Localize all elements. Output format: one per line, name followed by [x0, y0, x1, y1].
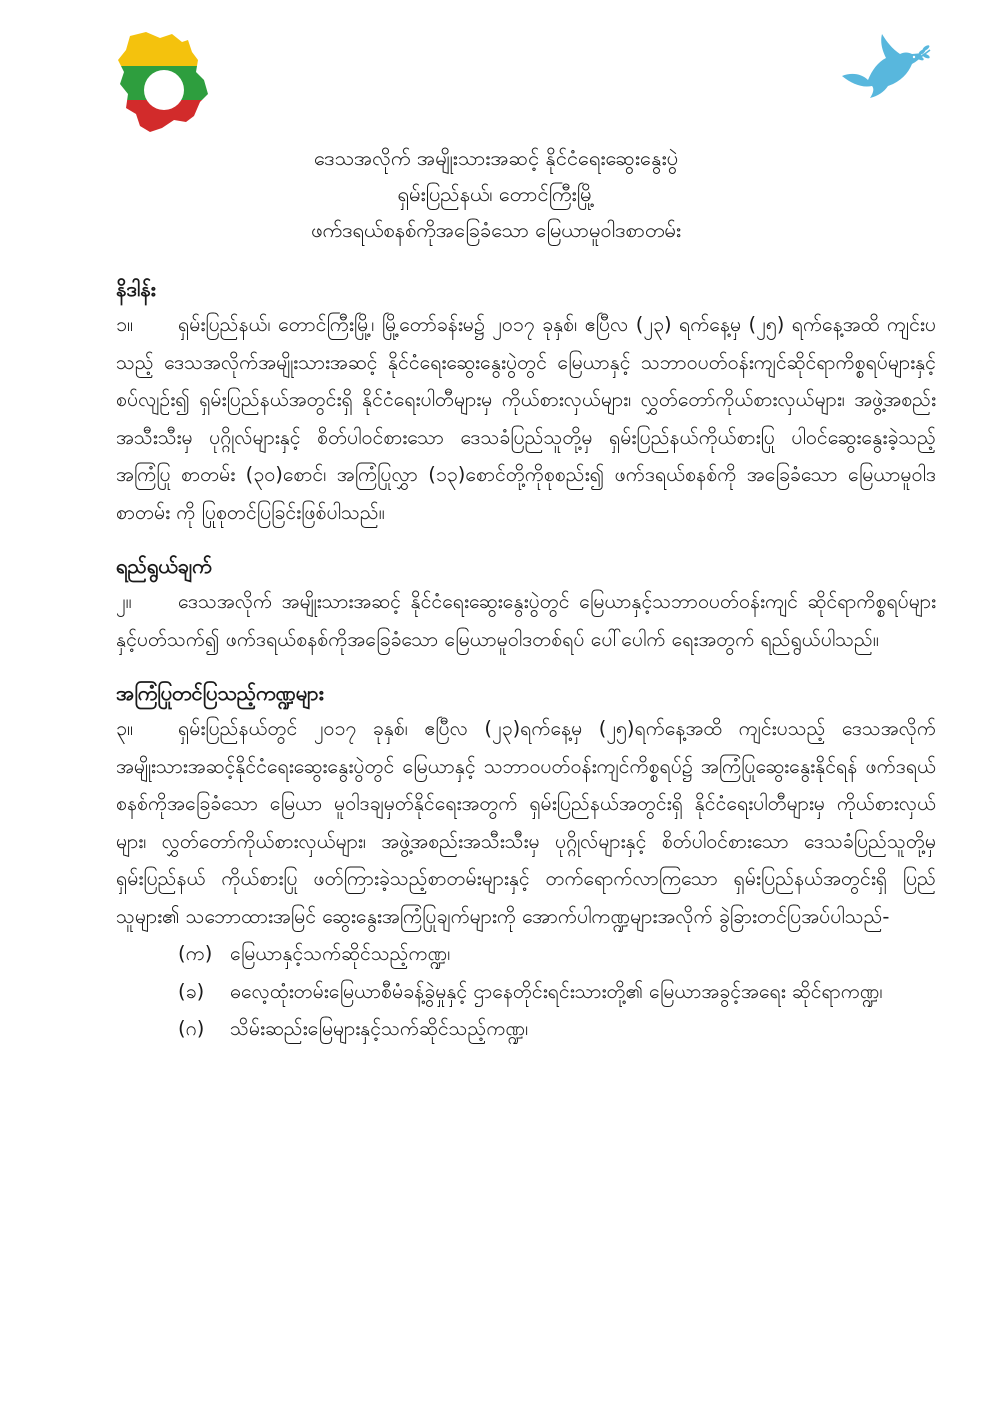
list-item-text: ဓလေ့ထုံးတမ်းမြေယာစီမံခန့်ခွဲမှုနှင့် ဌာနေတိုင်းရင်းသားတို့၏ မြေယာအခွင့်အရေး ဆိုင်ရာကဏ္ဍ၊ [230, 979, 883, 1003]
list-item [116, 935, 936, 973]
list-item-label: (ခ) [178, 979, 205, 1003]
title-line-3: ဖက်ဒရယ်စနစ်ကိုအခြေခံသော မြေယာမူဝါဒစာတမ်း [311, 218, 681, 242]
section-heading-introduction: နိဒါန်း [116, 277, 156, 301]
paragraph-text: ဒေသအလိုက် အမျိုးသားအဆင့် နိုင်ငံရေးဆွေးနွေးပွဲတွင် မြေယာနှင့်သဘာဝပတ်ဝန်းကျင် ဆိုင်ရာကိစ္စရပ်များနှင့်ပတ်သက်၍ ဖက်ဒရယ်စနစ်ကိုအခြေခံသော မြေယာမူဝါဒတစ်ရပ် ပေါ်ပေါက် ရေးအတွက် ရည်ရွယ်ပါသည်။ [116, 590, 936, 651]
map-flag-icon [116, 30, 212, 134]
title-line-2: ရှမ်းပြည်နယ်၊ တောင်ကြီးမြို့ [397, 182, 595, 206]
list-item [116, 973, 936, 1011]
paragraph-1 [116, 306, 936, 531]
paragraph-2 [116, 583, 936, 658]
shan-state-map-logo [116, 30, 212, 134]
paragraph-text: ရှမ်းပြည်နယ်တွင် ၂၀၁၇ ခုနှစ်၊ ဧပြီလ (၂၃)ရက်နေ့မှ (၂၅)ရက်နေ့အထိ ကျင်းပသည့် ဒေသအလိုက် အမျိုးသားအဆင့်နိုင်ငံရေးဆွေးနွေးပွဲတွင် မြေယာနှင့် သဘာဝပတ်ဝန်းကျင်ကိစ္စရပ်၌ အကြံပြုဆွေးနွေးနိုင်ရန် ဖက်ဒရယ်စနစ်ကိုအခြေခံသော မြေယာ မူဝါဒချမှတ်နိုင်ရေးအတွက် ရှမ်းပြည်နယ်အတွင်းရှိ နိုင်ငံရေးပါတီများမှ ကိုယ်စားလှယ်များ၊ လွှတ်တော်ကိုယ်စားလှယ်များ၊ အဖွဲ့အစည်းအသီးသီးမှ ပုဂ္ဂိုလ်များနှင့် စိတ်ပါဝင်စားသော ဒေသခံပြည်သူတို့မှ ရှမ်းပြည်နယ် ကိုယ်စားပြု ဖတ်ကြားခဲ့သည့်စာတမ်းများနှင့် တက်ရောက်လာကြသော ရှမ်းပြည်နယ်အတွင်းရှိ ပြည်သူများ၏ သဘောထားအမြင် ဆွေးနွေးအကြံပြုချက်များကို အောက်ပါကဏ္ဍများအလိုက် ခွဲခြားတင်ပြအပ်ပါသည်- [116, 717, 936, 928]
title-line-1: ဒေသအလိုက် အမျိုးသားအဆင့် နိုင်ငံရေးဆွေးနွေးပွဲ [313, 146, 679, 170]
paragraph-number: ၁။ [116, 313, 133, 336]
dove-icon [838, 32, 932, 104]
peace-dove-logo [838, 32, 932, 104]
list-item-text: သိမ်းဆည်းမြေများနှင့်သက်ဆိုင်သည့်ကဏ္ဍ၊ [230, 1017, 529, 1040]
document-title [100, 140, 892, 248]
paragraph-number: ၂။ [116, 590, 132, 613]
section-heading-objective: ရည်ရွယ်ချက် [116, 554, 212, 578]
document-body [116, 272, 936, 1048]
paragraph-text: ရှမ်းပြည်နယ်၊ တောင်ကြီးမြို့၊ မြို့တော်ခန်းမ၌ ၂၀၁၇ ခုနှစ်၊ ဧပြီလ (၂၃) ရက်နေ့မှ (၂၅) ရက်နေ့အထိ ကျင်းပသည့် ဒေသအလိုက်အမျိုးသားအဆင့် နိုင်ငံရေးဆွေးနွေးပွဲတွင် မြေယာနှင့် သဘာဝပတ်ဝန်းကျင်ဆိုင်ရာကိစ္စရပ်များနှင့်စပ်လျဉ်း၍ ရှမ်းပြည်နယ်အတွင်းရှိ နိုင်ငံရေးပါတီများမှ ကိုယ်စားလှယ်များ၊ လွှတ်တော်ကိုယ်စားလှယ်များ၊ အဖွဲ့အစည်းအသီးသီးမှ ပုဂ္ဂိုလ်များနှင့် စိတ်ပါဝင်စားသော ဒေသခံပြည်သူတို့မှ ရှမ်းပြည်နယ်ကိုယ်စားပြု ပါဝင်ဆွေးနွေးခဲ့သည့် အကြံပြု စာတမ်း (၃၀)စောင်၊ အကြံပြုလွှာ (၁၃)စောင်တို့ကိုစုစည်း၍ ဖက်ဒရယ်စနစ်ကို အခြေခံသော မြေယာမူဝါဒစာတမ်း ကို ပြုစုတင်ပြခြင်းဖြစ်ပါသည်။ [116, 313, 936, 524]
list-item-label: (ဂ) [178, 1017, 205, 1040]
list-item-label: (က) [178, 942, 213, 965]
list-item [116, 1010, 936, 1048]
list-item-text: မြေယာနှင့်သက်ဆိုင်သည့်ကဏ္ဍ၊ [230, 942, 451, 965]
section-heading-recommended-sectors: အကြံပြုတင်ပြသည့်ကဏ္ဍများ [116, 681, 324, 705]
paragraph-number: ၃။ [116, 717, 133, 740]
paragraph-3 [116, 710, 936, 935]
